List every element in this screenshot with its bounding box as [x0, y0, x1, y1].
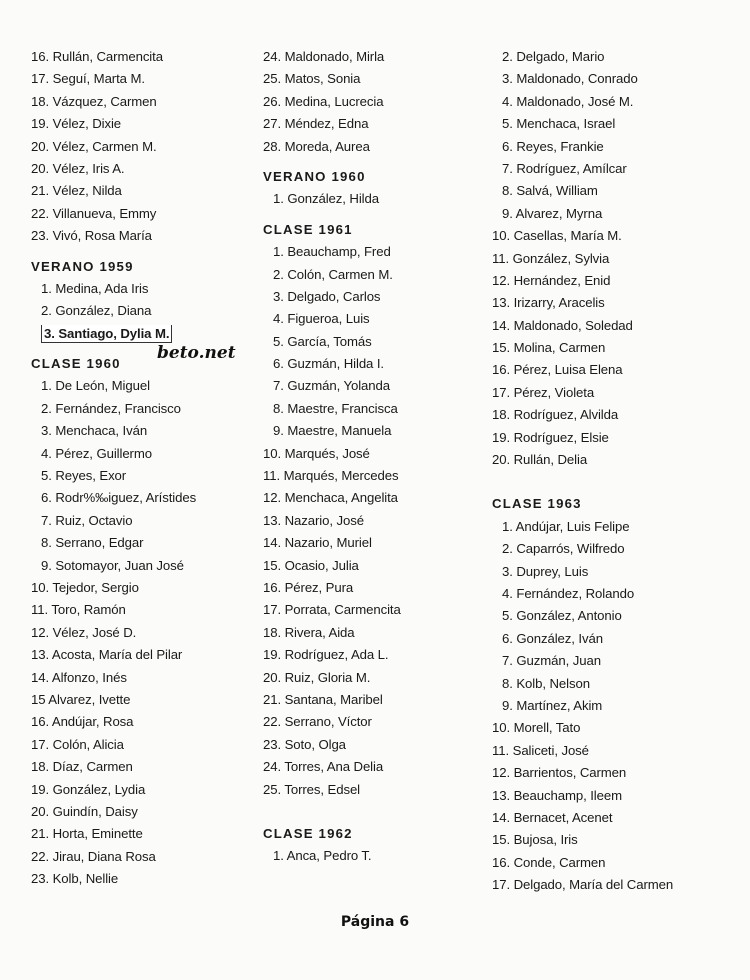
list-item-text: 23. Kolb, Nellie [31, 871, 119, 887]
list-item [492, 650, 730, 672]
list-item [492, 46, 730, 68]
list-item [263, 443, 501, 465]
list-item [31, 801, 269, 823]
list-item-text: 13. Acosta, María del Pilar [31, 647, 183, 663]
list-item [31, 323, 269, 345]
list-item [31, 443, 269, 465]
list-item [492, 427, 730, 449]
list-item [492, 673, 730, 695]
list-item-text: 14. Alfonzo, Inés [31, 669, 127, 685]
list-item-text: 21. Santana, Maribel [263, 691, 383, 707]
list-item-text: 25. Matos, Sonia [263, 71, 361, 87]
list-item [263, 375, 501, 397]
list-item-text: 12. Vélez, José D. [31, 624, 137, 640]
list-item-text: 28. Moreda, Aurea [263, 138, 370, 154]
list-item-text: 14. Bernacet, Acenet [492, 809, 613, 825]
list-item [31, 68, 269, 90]
list-item-text: 17. Pérez, Violeta [492, 384, 595, 400]
list-item-text: 17. Seguí, Marta M. [31, 71, 145, 87]
list-item [492, 852, 730, 874]
list-item-text: 5. García, Tomás [273, 333, 372, 349]
list-item [263, 465, 501, 487]
list-item [263, 286, 501, 308]
list-item [31, 136, 269, 158]
list-item [31, 300, 269, 322]
list-item-text: 8. Salvá, William [502, 183, 598, 199]
list-item-text: 19. Vélez, Dixie [31, 116, 122, 132]
list-item-text: 7. Guzmán, Yolanda [273, 378, 390, 394]
list-item-text: 8. Kolb, Nelson [502, 675, 590, 691]
list-item-text: 13. Nazario, José [263, 512, 364, 528]
list-item [31, 180, 269, 202]
list-item [31, 846, 269, 868]
list-item [31, 667, 269, 689]
section-gap [263, 801, 501, 823]
list-item-text: 15. Ocasio, Julia [263, 557, 359, 573]
list-item-text: 18. Rodríguez, Alvilda [492, 407, 619, 423]
list-item [31, 823, 269, 845]
list-item [263, 188, 501, 210]
section-gap [263, 211, 501, 219]
list-item-text: 23. Soto, Olga [263, 736, 346, 752]
list-item-text: 3. Delgado, Carlos [273, 288, 381, 304]
list-item [492, 270, 730, 292]
list-item [492, 113, 730, 135]
list-item-text: 16. Andújar, Rosa [31, 714, 134, 730]
list-item-text: 8. Serrano, Edgar [41, 535, 144, 551]
list-item-text: 5. Menchaca, Israel [502, 116, 616, 132]
list-item [263, 68, 501, 90]
list-item [492, 516, 730, 538]
list-item-text: 20. Guindín, Daisy [31, 803, 138, 819]
watermark-text: beto.net [157, 343, 236, 363]
section-gap [31, 248, 269, 256]
list-item [492, 315, 730, 337]
list-item-text: 4. Maldonado, José M. [502, 93, 634, 109]
list-item [31, 158, 269, 180]
list-item-text: 14. Nazario, Muriel [263, 535, 372, 551]
list-item [31, 689, 269, 711]
list-item [31, 868, 269, 890]
list-item [263, 308, 501, 330]
list-item [492, 404, 730, 426]
list-item-text: 9. Martínez, Akim [502, 697, 603, 713]
list-item [492, 337, 730, 359]
list-item-text: 1. De León, Miguel [41, 378, 150, 394]
list-item [492, 68, 730, 90]
list-item-text: 3. Maldonado, Conrado [502, 71, 638, 87]
list-item-text: 5. Reyes, Exor [41, 468, 127, 484]
list-item [492, 807, 730, 829]
list-item-text: 18. Rivera, Aida [263, 624, 355, 640]
list-item-text: 20. Rullán, Delia [492, 452, 588, 468]
list-item [263, 241, 501, 263]
list-item [263, 689, 501, 711]
section-heading: VERANO 1959 [31, 258, 134, 274]
list-item [31, 577, 269, 599]
list-item-text: 18. Díaz, Carmen [31, 759, 133, 775]
list-item [31, 278, 269, 300]
list-item-text: 5. González, Antonio [502, 608, 622, 624]
list-item-text: 17. Porrata, Carmencita [263, 602, 401, 618]
section-heading: CLASE 1960 [31, 356, 121, 372]
list-item-text: 22. Serrano, Víctor [263, 714, 372, 730]
section-heading: CLASE 1963 [492, 496, 582, 512]
list-item [31, 487, 269, 509]
list-item [492, 717, 730, 739]
list-item [31, 465, 269, 487]
list-item [31, 113, 269, 135]
list-item-text: 24. Torres, Ana Delia [263, 759, 384, 775]
list-item-text: 1. González, Hilda [273, 191, 379, 207]
list-item [263, 91, 501, 113]
list-item-text: 22. Jirau, Diana Rosa [31, 848, 156, 864]
list-item-text: 18. Vázquez, Carmen [31, 93, 157, 109]
list-item [263, 845, 501, 867]
list-item-text: 7. Rodríguez, Amílcar [502, 160, 627, 176]
column-middle [263, 46, 501, 868]
list-item-text: 7. Guzmán, Juan [502, 653, 601, 669]
list-item [263, 353, 501, 375]
list-item [263, 113, 501, 135]
list-item-text: 15. Molina, Carmen [492, 340, 606, 356]
list-item [263, 756, 501, 778]
list-item-text: 24. Maldonado, Mirla [263, 49, 385, 64]
list-item-text: 6. Guzmán, Hilda I. [273, 356, 384, 372]
list-item-text: 8. Maestre, Francisca [273, 400, 398, 416]
list-item [492, 449, 730, 471]
list-item [263, 510, 501, 532]
list-item-text: 26. Medina, Lucrecia [263, 93, 384, 109]
list-item-text: 9. Maestre, Manuela [273, 423, 392, 439]
list-item [31, 510, 269, 532]
list-item-text: 21. Vélez, Nilda [31, 183, 122, 199]
list-item-text: 12. Menchaca, Angelita [263, 490, 398, 506]
list-item [492, 158, 730, 180]
list-item-text: 19. Rodríguez, Ada L. [263, 647, 389, 663]
section-gap [263, 158, 501, 166]
list-item-text: 22. Villanueva, Emmy [31, 205, 157, 221]
list-item [31, 46, 269, 68]
list-item-text: 10. Morell, Tato [492, 720, 581, 736]
list-item-text: 11. Toro, Ramón [31, 602, 126, 618]
list-item [492, 583, 730, 605]
list-item-text: 16. Pérez, Luisa Elena [492, 362, 623, 378]
list-item [263, 46, 501, 68]
list-item-text: 4. Fernández, Rolando [502, 585, 635, 601]
list-item-text: 14. Maldonado, Soledad [492, 317, 633, 333]
list-item [31, 779, 269, 801]
list-item [31, 532, 269, 554]
list-item-text: 20. Vélez, Iris A. [31, 160, 125, 176]
list-item-text: 6. González, Iván [502, 630, 603, 646]
list-item [492, 785, 730, 807]
list-item-text: 17. Delgado, María del Carmen [492, 877, 674, 893]
list-item-text: 16. Rullán, Carmencita [31, 49, 163, 64]
list-item-text: 6. Reyes, Frankie [502, 138, 604, 154]
list-item-text: 13. Irizarry, Aracelis [492, 295, 605, 311]
list-item-text: 2. Colón, Carmen M. [273, 266, 393, 282]
list-item [31, 398, 269, 420]
list-item-text: 15. Bujosa, Iris [492, 832, 578, 848]
list-item [492, 829, 730, 851]
list-item [263, 667, 501, 689]
column-right [492, 46, 730, 896]
list-item-text: 20. Vélez, Carmen M. [31, 138, 157, 154]
list-item [492, 561, 730, 583]
list-item [31, 555, 269, 577]
list-item [263, 420, 501, 442]
list-item [263, 644, 501, 666]
list-item-text: 11. Marqués, Mercedes [263, 468, 399, 484]
list-item-text: 11. González, Sylvia [492, 250, 610, 266]
list-item [263, 734, 501, 756]
list-item-text: 12. Hernández, Enid [492, 272, 611, 288]
list-item [492, 762, 730, 784]
list-item [263, 264, 501, 286]
list-item-text: 2. González, Diana [41, 303, 152, 319]
list-item-text: 20. Ruiz, Gloria M. [263, 669, 371, 685]
list-item-text: 7. Ruiz, Octavio [41, 512, 133, 528]
list-item-text: 21. Horta, Eminette [31, 826, 143, 842]
list-item-text: 10. Marqués, José [263, 445, 370, 461]
list-item [263, 555, 501, 577]
list-item [31, 644, 269, 666]
list-item [31, 756, 269, 778]
list-item-text: 6. Rodr%‰iguez, Arístides [41, 490, 197, 506]
list-item [31, 91, 269, 113]
list-item-text: 1. Andújar, Luis Felipe [502, 518, 630, 534]
list-item [492, 359, 730, 381]
list-item [492, 538, 730, 560]
column-left [31, 46, 269, 890]
list-item-text: 2. Fernández, Francisco [41, 400, 181, 416]
list-item-text: 27. Méndez, Edna [263, 116, 369, 132]
list-item [492, 292, 730, 314]
section-gap [492, 471, 730, 493]
list-item [492, 695, 730, 717]
list-item [492, 382, 730, 404]
list-item-text: 17. Colón, Alicia [31, 736, 124, 752]
list-item [263, 532, 501, 554]
list-item [492, 874, 730, 896]
list-item-text: 2. Caparrós, Wilfredo [502, 541, 625, 557]
section-heading: VERANO 1960 [263, 168, 366, 184]
section-heading: CLASE 1961 [263, 221, 353, 237]
list-item [31, 203, 269, 225]
list-item [263, 599, 501, 621]
list-item-text: 2. Delgado, Mario [502, 49, 605, 64]
section-heading: CLASE 1962 [263, 825, 353, 841]
list-item [263, 622, 501, 644]
list-item-text: 15 Alvarez, Ivette [31, 691, 131, 707]
list-item-text: 19. Rodríguez, Elsie [492, 429, 609, 445]
list-item-text: 13. Beauchamp, Ileem [492, 787, 622, 803]
list-item-text: 4. Figueroa, Luis [273, 311, 370, 327]
list-item [263, 487, 501, 509]
list-item-text: 12. Barrientos, Carmen [492, 765, 627, 781]
list-item [31, 420, 269, 442]
list-item [263, 331, 501, 353]
list-item [492, 605, 730, 627]
list-item [492, 628, 730, 650]
list-item [263, 398, 501, 420]
list-item-text: 9. Sotomayor, Juan José [41, 557, 184, 573]
list-item-text: 23. Vivó, Rosa María [31, 228, 152, 244]
list-item-text: 1. Anca, Pedro T. [273, 848, 372, 864]
list-item [31, 375, 269, 397]
list-item-text: 16. Conde, Carmen [492, 854, 606, 870]
list-item [492, 203, 730, 225]
list-item [492, 248, 730, 270]
list-item-text: 1. Medina, Ada Iris [41, 280, 149, 296]
list-item [263, 577, 501, 599]
list-item [31, 225, 269, 247]
list-item [31, 711, 269, 733]
list-item-text: 25. Torres, Edsel [263, 781, 361, 797]
list-item-text: 10. Tejedor, Sergio [31, 579, 139, 595]
list-item [31, 734, 269, 756]
list-item-text: 10. Casellas, María M. [492, 228, 622, 244]
list-item [31, 599, 269, 621]
list-item-text: 16. Pérez, Pura [263, 579, 354, 595]
list-item [492, 740, 730, 762]
list-item [31, 622, 269, 644]
list-item-text: 11. Saliceti, José [492, 742, 589, 758]
list-item-text: 3. Duprey, Luis [502, 563, 589, 579]
list-item [263, 779, 501, 801]
list-item [492, 91, 730, 113]
highlighted-name: 3. Santiago, Dylia M. [41, 325, 172, 343]
list-item-text: 9. Alvarez, Myrna [502, 205, 603, 221]
list-item-text: 19. González, Lydia [31, 781, 146, 797]
list-item [263, 711, 501, 733]
list-item [492, 180, 730, 202]
list-item [492, 225, 730, 247]
list-item-text: 1. Beauchamp, Fred [273, 244, 391, 260]
list-item-text: 4. Pérez, Guillermo [41, 445, 152, 461]
list-item [492, 136, 730, 158]
page-number: Página 6 [340, 914, 410, 930]
list-item [263, 136, 501, 158]
list-item-text: 3. Menchaca, Iván [41, 423, 148, 439]
